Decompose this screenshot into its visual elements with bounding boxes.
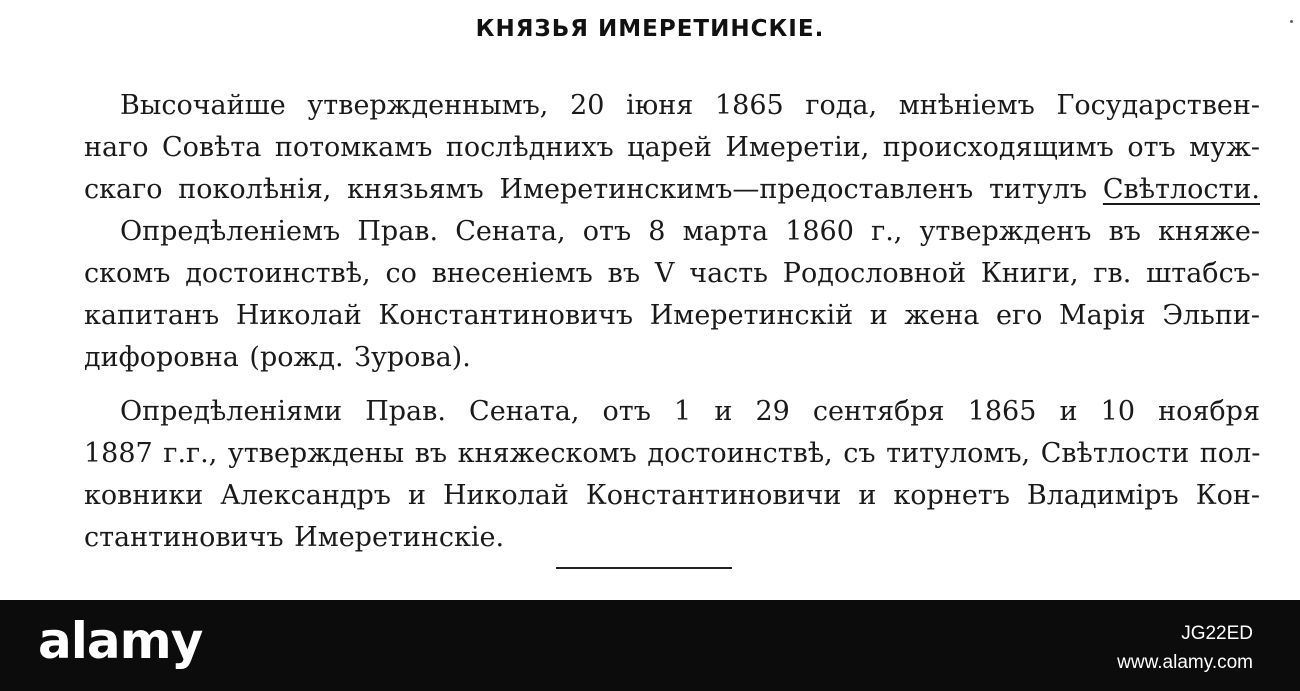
site-url: www.alamy.com xyxy=(1117,652,1253,673)
paragraph-1-line-1: Высочайше утвержденнымъ, 20 іюня 1865 года, мнѣніемъ Государствен- xyxy=(120,90,1260,121)
document-title: КНЯЗЬЯ ИМЕРЕТИНСКІЕ. xyxy=(475,16,825,42)
paragraph-3-line-2: 1887 г.г., утверждены въ княжескомъ достоинствѣ, съ титуломъ, Свѣтлости пол- xyxy=(84,438,1260,469)
underlined-word-svetlosti: Свѣтлости. xyxy=(1102,174,1260,205)
paragraph-3-line-4: стантиновичъ Имеретинскіе. xyxy=(84,522,505,553)
paragraph-2-line-3: капитанъ Николай Константиновичъ Имеретинскій и жена его Марія Эльпи- xyxy=(84,300,1260,331)
watermark-footer xyxy=(0,600,1300,691)
paragraph-2-line-1: Опредѣленіемъ Прав. Сената, отъ 8 марта 1860 г., утвержденъ въ княже- xyxy=(120,216,1260,247)
paragraph-2-line-4: дифоровна (рожд. Зурова). xyxy=(84,342,471,373)
scan-speck xyxy=(1290,20,1293,23)
section-divider xyxy=(556,567,732,569)
paragraph-3-line-1: Опредѣленіями Прав. Сената, отъ 1 и 29 сентября 1865 и 10 ноября xyxy=(120,396,1260,427)
paragraph-1-line-2: наго Совѣта потомкамъ послѣднихъ царей Имеретіи, происходящимъ отъ муж- xyxy=(84,132,1260,163)
paragraph-1-line-3-text: скаго поколѣнія, князьямъ Имеретинскимъ—предоставленъ титулъ xyxy=(84,174,1088,205)
image-code: JG22ED xyxy=(1181,623,1253,644)
paragraph-1-line-3 xyxy=(84,169,1260,211)
paragraph-3-line-3: ковники Александръ и Николай Константиновичи и корнетъ Владиміръ Кон- xyxy=(84,480,1260,511)
alamy-logo: alamy xyxy=(38,612,203,670)
paragraph-2-line-2: скомъ достоинствѣ, со внесеніемъ въ V часть Родословной Книги, гв. штабсъ- xyxy=(84,258,1260,289)
